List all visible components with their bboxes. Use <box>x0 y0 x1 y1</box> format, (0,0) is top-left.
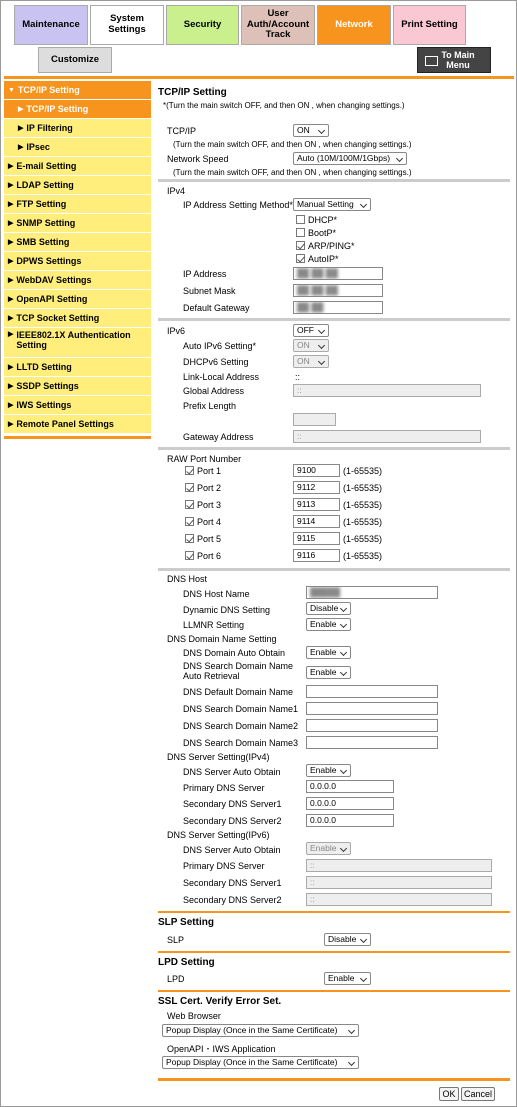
openapi-iws-label: OpenAPI・IWS Application <box>167 1044 276 1054</box>
secondary-dns2-input[interactable]: 0.0.0.0 <box>306 814 394 827</box>
primary-dns-input[interactable]: 0.0.0.0 <box>306 780 394 793</box>
tcpip-note: (Turn the main switch OFF, and then ON , when changing settings.) <box>173 140 412 149</box>
bootp-label: BootP* <box>308 228 337 238</box>
dhcpv6-label: DHCPv6 Setting <box>183 357 249 367</box>
triangle-right-icon: ▶ <box>8 220 14 227</box>
tcpip-label: TCP/IP <box>167 126 197 136</box>
sidebar-item-dpws[interactable]: ▶ DPWS Settings <box>4 252 151 271</box>
sidebar-item-tcpip-setting[interactable]: ▼ TCP/IP Setting <box>4 81 151 100</box>
secondary-dns6-2-label: Secondary DNS Server2 <box>183 895 282 905</box>
triangle-right-icon: ▶ <box>8 296 14 303</box>
dns-search3-label: DNS Search Domain Name3 <box>183 738 299 748</box>
ip-address-label: IP Address <box>183 269 227 279</box>
sidebar-item-ieee8021x[interactable]: ▶ IEEE802.1X Authentication Setting <box>4 328 151 358</box>
triangle-right-icon: ▶ <box>8 239 14 246</box>
port-input[interactable]: 9113 <box>293 498 340 511</box>
sidebar-subitem-ip-filtering[interactable]: ▶ IP Filtering <box>4 119 151 138</box>
port-checkbox[interactable] <box>185 483 194 492</box>
lpd-heading: LPD Setting <box>158 957 215 968</box>
slp-label: SLP <box>167 935 185 945</box>
to-main-menu-label: To Main Menu <box>441 49 475 70</box>
port-label: Port 1 <box>197 466 222 476</box>
port-range: (1-65535) <box>343 551 383 561</box>
sidebar-subitem-ipsec[interactable]: ▶ IPsec <box>4 138 151 157</box>
divider <box>158 951 510 953</box>
triangle-right-icon: ▶ <box>8 182 14 189</box>
dynamic-dns-select[interactable]: Disable <box>306 602 351 615</box>
divider <box>158 990 510 992</box>
dns-server-auto-label: DNS Server Auto Obtain <box>183 767 281 777</box>
dynamic-dns-label: Dynamic DNS Setting <box>183 605 271 615</box>
triangle-right-icon: ▶ <box>8 315 14 322</box>
port-range: (1-65535) <box>343 517 383 527</box>
ipv6-select[interactable]: OFF <box>293 324 329 337</box>
port-label: Port 5 <box>197 534 222 544</box>
triangle-right-icon: ▶ <box>18 144 24 151</box>
page-title: TCP/IP Setting <box>158 87 227 98</box>
dhcp-checkbox[interactable] <box>296 215 305 224</box>
triangle-right-icon: ▶ <box>18 106 24 113</box>
triangle-right-icon: ▶ <box>8 421 14 428</box>
default-gateway-label: Default Gateway <box>183 303 250 313</box>
default-gateway-input[interactable] <box>293 301 383 314</box>
port-checkbox[interactable] <box>185 466 194 475</box>
redacted-value: ██ ██ ██ <box>297 268 338 278</box>
dns-server-v6-heading: DNS Server Setting(IPv6) <box>167 830 270 840</box>
global-address-label: Global Address <box>183 386 245 396</box>
dns-domain-auto-select[interactable]: Enable <box>306 646 351 659</box>
speed-select[interactable]: Auto (10M/100M/1Gbps) <box>293 152 407 165</box>
port-input[interactable]: 9116 <box>293 549 340 562</box>
dns-search2-label: DNS Search Domain Name2 <box>183 721 299 731</box>
ok-button[interactable]: OK <box>439 1087 459 1101</box>
dns-default-domain-input[interactable] <box>306 685 438 698</box>
secondary-dns2-label: Secondary DNS Server2 <box>183 816 282 826</box>
main-note: *(Turn the main switch OFF, and then ON , when changing settings.) <box>163 101 405 110</box>
sidebar-item-ldap[interactable]: ▶ LDAP Setting <box>4 176 151 195</box>
llmnr-select[interactable]: Enable <box>306 618 351 631</box>
dns-host-name-input[interactable] <box>306 586 438 599</box>
speed-note: (Turn the main switch OFF, and then ON , when changing settings.) <box>173 168 412 177</box>
dns-host-name-label: DNS Host Name <box>183 589 250 599</box>
tcpip-select[interactable]: ON <box>293 124 329 137</box>
sidebar-item-openapi[interactable]: ▶ OpenAPI Setting <box>4 290 151 309</box>
dns-domain-heading: DNS Domain Name Setting <box>167 634 277 644</box>
primary-dns6-input[interactable]: :: <box>306 859 492 872</box>
secondary-dns6-1-input[interactable]: :: <box>306 876 492 889</box>
redacted-value: ██ ██ ██ <box>297 285 338 295</box>
link-local-value: :: <box>295 372 301 382</box>
gateway-address-input[interactable]: :: <box>293 430 481 443</box>
arp-ping-label: ARP/PING* <box>308 241 355 251</box>
dhcpv6-select[interactable]: ON <box>293 355 329 368</box>
dns-default-domain-label: DNS Default Domain Name <box>183 687 294 697</box>
ip-address-input[interactable] <box>293 267 383 280</box>
triangle-right-icon: ▶ <box>8 331 14 338</box>
triangle-right-icon: ▶ <box>8 258 14 265</box>
sidebar-item-email[interactable]: ▶ E-mail Setting <box>4 157 151 176</box>
port-range: (1-65535) <box>343 483 383 493</box>
port-range: (1-65535) <box>343 500 383 510</box>
port-input[interactable]: 9114 <box>293 515 340 528</box>
dns-server-auto6-select[interactable]: Enable <box>306 842 351 855</box>
to-main-menu-button[interactable] <box>417 47 491 73</box>
link-local-label: Link-Local Address <box>183 372 260 382</box>
redacted-value: ██ ██ <box>297 302 324 312</box>
llmnr-label: LLMNR Setting <box>183 620 245 630</box>
port-label: Port 6 <box>197 551 222 561</box>
port-label: Port 2 <box>197 483 222 493</box>
dns-host-heading: DNS Host <box>167 574 208 584</box>
port-range: (1-65535) <box>343 466 383 476</box>
ip-method-label: IP Address Setting Method* <box>183 200 293 210</box>
menu-icon <box>425 56 438 66</box>
prefix-length-label: Prefix Length <box>183 401 237 411</box>
port-checkbox[interactable] <box>185 534 194 543</box>
arp-ping-checkbox[interactable] <box>296 241 305 250</box>
triangle-right-icon: ▶ <box>8 201 14 208</box>
triangle-down-icon: ▼ <box>8 86 15 94</box>
web-browser-select[interactable]: Popup Display (Once in the Same Certificate) <box>162 1024 359 1037</box>
tab-user-auth[interactable]: User Auth/Account Track <box>241 5 315 45</box>
primary-dns-label: Primary DNS Server <box>183 783 265 793</box>
triangle-right-icon: ▶ <box>8 383 14 390</box>
auto-ipv6-select[interactable]: ON <box>293 339 329 352</box>
divider <box>158 1078 510 1081</box>
ip-method-select[interactable]: Manual Setting <box>293 198 371 211</box>
subnet-mask-input[interactable] <box>293 284 383 297</box>
tab-system-settings[interactable]: System Settings <box>90 5 164 45</box>
divider <box>158 568 510 571</box>
subnet-mask-label: Subnet Mask <box>183 286 236 296</box>
sidebar-subitem-tcpip-setting[interactable]: ▶ TCP/IP Setting <box>4 100 151 119</box>
tab-security[interactable]: Security <box>166 5 239 45</box>
gateway-address-label: Gateway Address <box>183 432 254 442</box>
sidebar-item-ftp[interactable]: ▶ FTP Setting <box>4 195 151 214</box>
sidebar-item-tcp-socket[interactable]: ▶ TCP Socket Setting <box>4 309 151 328</box>
port-checkbox[interactable] <box>185 517 194 526</box>
sidebar <box>4 81 151 439</box>
tab-maintenance[interactable]: Maintenance <box>14 5 88 45</box>
autoip-checkbox[interactable] <box>296 254 305 263</box>
speed-label: Network Speed <box>167 154 229 164</box>
divider <box>158 179 510 182</box>
port-input[interactable]: 9100 <box>293 464 340 477</box>
global-address-input[interactable]: :: <box>293 384 481 397</box>
raw-port-heading: RAW Port Number <box>167 454 242 464</box>
port-checkbox[interactable] <box>185 551 194 560</box>
ssl-heading: SSL Cert. Verify Error Set. <box>158 996 282 1007</box>
triangle-right-icon: ▶ <box>8 364 14 371</box>
port-range: (1-65535) <box>343 534 383 544</box>
sidebar-item-smb[interactable]: ▶ SMB Setting <box>4 233 151 252</box>
lpd-select[interactable]: Enable <box>324 972 371 985</box>
secondary-dns1-label: Secondary DNS Server1 <box>183 799 282 809</box>
secondary-dns6-2-input[interactable]: :: <box>306 893 492 906</box>
divider <box>158 447 510 450</box>
divider <box>158 318 510 321</box>
ipv6-label: IPv6 <box>167 326 186 336</box>
sidebar-item-snmp[interactable]: ▶ SNMP Setting <box>4 214 151 233</box>
dns-search1-input[interactable] <box>306 702 438 715</box>
sidebar-item-remote-panel[interactable]: ▶ Remote Panel Settings <box>4 415 151 434</box>
dns-search-auto-select[interactable]: Enable <box>306 666 351 679</box>
sidebar-item-ssdp[interactable]: ▶ SSDP Settings <box>4 377 151 396</box>
triangle-right-icon: ▶ <box>8 163 14 170</box>
sidebar-item-iws[interactable]: ▶ IWS Settings <box>4 396 151 415</box>
dns-search1-label: DNS Search Domain Name1 <box>183 704 299 714</box>
primary-dns6-label: Primary DNS Server <box>183 861 265 871</box>
top-divider <box>4 76 514 79</box>
triangle-right-icon: ▶ <box>8 277 14 284</box>
secondary-dns1-input[interactable]: 0.0.0.0 <box>306 797 394 810</box>
dns-server-v4-heading: DNS Server Setting(IPv4) <box>167 752 270 762</box>
port-label: Port 3 <box>197 500 222 510</box>
port-input[interactable]: 9112 <box>293 481 340 494</box>
tab-network[interactable]: Network <box>317 5 391 45</box>
autoip-label: AutoIP* <box>308 254 339 264</box>
divider <box>158 911 510 913</box>
ipv4-heading: IPv4 <box>167 186 186 196</box>
slp-select[interactable]: Disable <box>324 933 371 946</box>
dns-server-auto-select[interactable]: Enable <box>306 764 351 777</box>
port-checkbox[interactable] <box>185 500 194 509</box>
dhcp-label: DHCP* <box>308 215 338 225</box>
prefix-length-input[interactable] <box>293 413 336 426</box>
triangle-right-icon: ▶ <box>18 125 24 132</box>
cancel-button[interactable]: Cancel <box>461 1087 495 1101</box>
sidebar-bottom-line <box>4 436 151 439</box>
auto-ipv6-label: Auto IPv6 Setting* <box>183 341 257 351</box>
sidebar-item-lltd[interactable]: ▶ LLTD Setting <box>4 358 151 377</box>
triangle-right-icon: ▶ <box>8 402 14 409</box>
redacted-value: █████ <box>310 587 341 597</box>
sidebar-item-webdav[interactable]: ▶ WebDAV Settings <box>4 271 151 290</box>
tab-print-setting[interactable]: Print Setting <box>393 5 466 45</box>
lpd-label: LPD <box>167 974 185 984</box>
bootp-checkbox[interactable] <box>296 228 305 237</box>
dns-search-auto-label: DNS Search Domain Name Auto Retrieval <box>183 661 294 681</box>
dns-search2-input[interactable] <box>306 719 438 732</box>
openapi-iws-select[interactable]: Popup Display (Once in the Same Certificate) <box>162 1056 359 1069</box>
dns-server-auto6-label: DNS Server Auto Obtain <box>183 845 281 855</box>
port-label: Port 4 <box>197 517 222 527</box>
slp-heading: SLP Setting <box>158 917 214 928</box>
tab-customize[interactable]: Customize <box>38 47 112 73</box>
dns-domain-auto-label: DNS Domain Auto Obtain <box>183 648 286 658</box>
secondary-dns6-1-label: Secondary DNS Server1 <box>183 878 282 888</box>
port-input[interactable]: 9115 <box>293 532 340 545</box>
dns-search3-input[interactable] <box>306 736 438 749</box>
web-browser-label: Web Browser <box>167 1011 221 1021</box>
